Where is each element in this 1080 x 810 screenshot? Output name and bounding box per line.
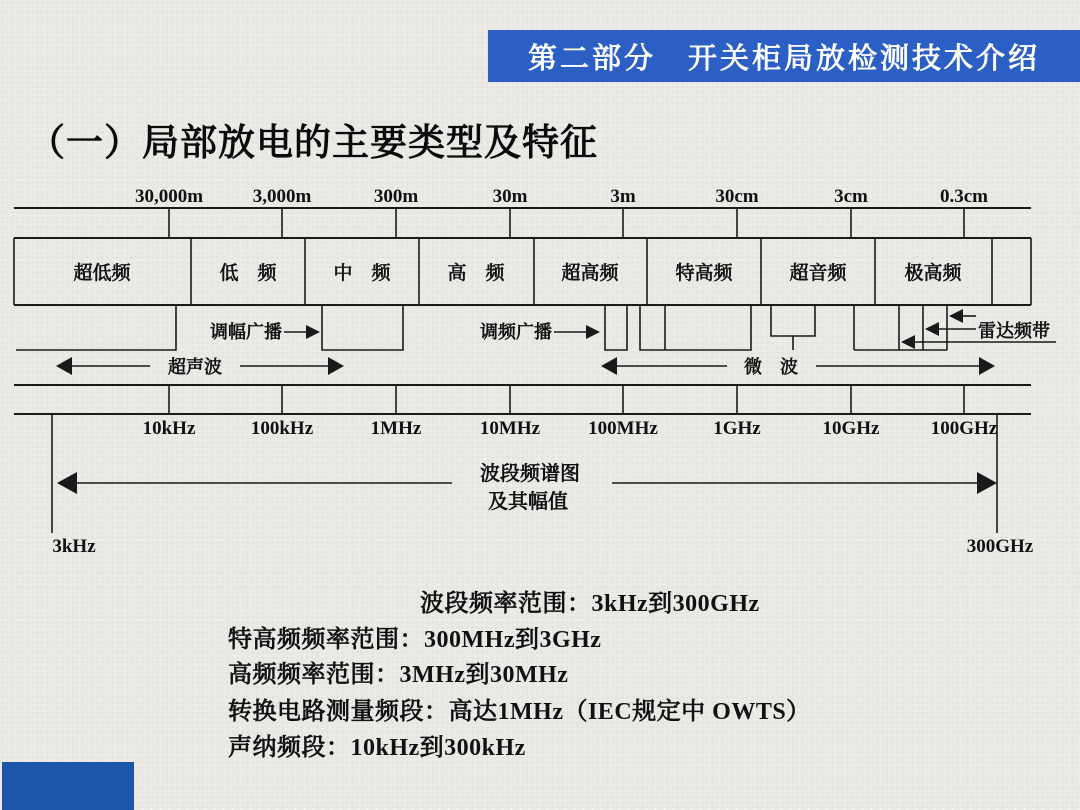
- frequency-label: 100kHz: [250, 418, 314, 439]
- fm-broadcast-label: 调频广播: [480, 322, 552, 342]
- am-broadcast-label: 调幅广播: [210, 322, 282, 342]
- wavelength-label: 3cm: [834, 186, 868, 207]
- wavelength-labels: [135, 186, 988, 207]
- note-sonar-range: 声纳频段：10kHz到300kHz: [228, 735, 526, 761]
- left-arrow-icon: [56, 357, 72, 375]
- band-label: 高 频: [447, 263, 505, 284]
- frequency-label: 1GHz: [713, 418, 761, 439]
- wavelength-label: 3m: [610, 186, 636, 207]
- spectrum-caption-line1: 波段频谱图: [480, 463, 580, 485]
- note-band-range: 波段频率范围：3kHz到300GHz: [420, 591, 760, 617]
- range-end-label: 300GHz: [966, 536, 1034, 557]
- band-label: 中 频: [333, 263, 391, 284]
- spectrum-range-annotation: [52, 414, 1034, 557]
- right-arrow-icon: [306, 325, 320, 339]
- am-broadcast-annotation: [16, 305, 403, 350]
- right-arrow-icon: [328, 357, 344, 375]
- band-label: 极高频: [904, 263, 962, 284]
- radar-band-label: 雷达频带: [978, 321, 1050, 341]
- microwave-label: 微 波: [744, 357, 798, 377]
- right-arrow-icon: [979, 357, 995, 375]
- band-label: 特高频: [675, 263, 733, 284]
- frequency-label: 100MHz: [588, 418, 658, 439]
- left-arrow-icon: [601, 357, 617, 375]
- left-arrow-icon: [57, 472, 77, 494]
- left-arrow-icon: [949, 309, 963, 323]
- note-hf-range: 高频频率范围：3MHz到30MHz: [228, 662, 569, 688]
- frequency-label: 1MHz: [370, 418, 422, 439]
- page-title: （一）局部放电的主要类型及特征: [28, 122, 598, 163]
- ultrasonic-label: 超声波: [168, 357, 222, 377]
- right-arrow-icon: [977, 472, 997, 494]
- left-arrow-icon: [901, 335, 915, 349]
- right-arrow-icon: [586, 325, 600, 339]
- range-start-label: 3kHz: [52, 536, 96, 557]
- frequency-label: 10MHz: [479, 418, 541, 439]
- wavelength-label: 300m: [373, 186, 419, 207]
- wavelength-axis: [14, 208, 1031, 238]
- microwave-annotation: [601, 356, 995, 377]
- wavelength-label: 3,000m: [252, 186, 312, 207]
- bottom-left-accent-rect: [2, 762, 134, 810]
- spectrum-caption-line2: 及其幅值: [488, 491, 568, 513]
- left-arrow-icon: [925, 322, 939, 336]
- wavelength-label: 0.3cm: [939, 186, 989, 207]
- note-uhf-range: 特高频频率范围：300MHz到3GHz: [228, 627, 602, 653]
- frequency-label: 100GHz: [930, 418, 998, 439]
- wavelength-label: 30m: [492, 186, 528, 207]
- frequency-label: 10GHz: [822, 418, 880, 439]
- ultrasonic-annotation: [56, 356, 344, 377]
- fm-broadcast-annotation: [480, 305, 815, 350]
- band-boxes: [14, 238, 1031, 305]
- radar-band-annotation: [854, 305, 1056, 350]
- frequency-label: 10kHz: [142, 418, 196, 439]
- wavelength-label: 30,000m: [134, 186, 204, 207]
- band-label: 超音频: [789, 263, 847, 284]
- band-label: 超低频: [73, 263, 131, 284]
- wavelength-label: 30cm: [715, 186, 759, 207]
- band-label: 低 频: [219, 263, 277, 284]
- note-conversion-circuit-range: 转换电路测量频段：高达1MHz（IEC规定中 OWTS）: [228, 699, 811, 725]
- frequency-axis: [14, 385, 1031, 439]
- band-label: 超高频: [561, 263, 619, 284]
- section-banner-text: 第二部分 开关柜局放检测技术介绍: [527, 42, 1040, 75]
